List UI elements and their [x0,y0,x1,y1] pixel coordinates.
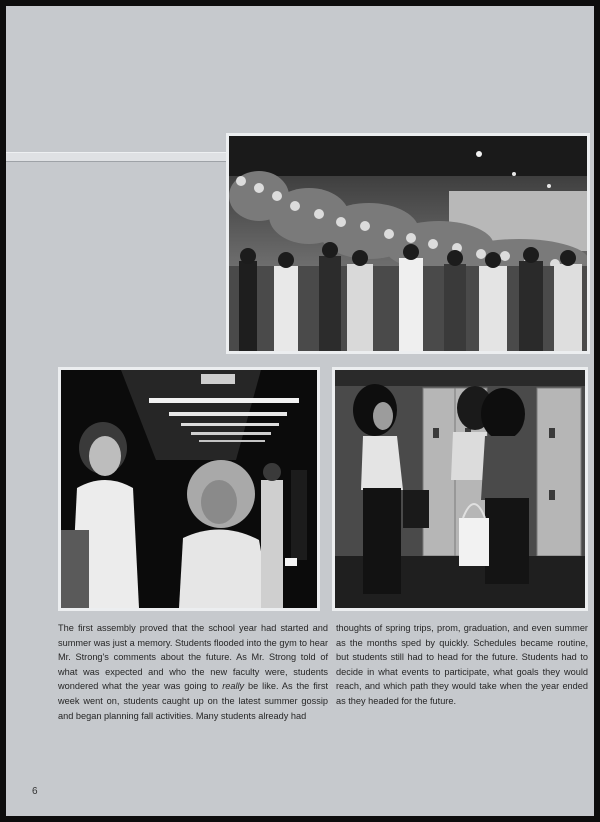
lockers-photo [332,367,588,611]
hallway-photo-image [61,370,317,608]
caption-right-column: thoughts of spring trips, prom, graduation, and even summer as the months sped by quickly. Schedules became routine, but students still had to head for the future. Students had to decide in what events to participate, what goals they would reach, and which path they would take when the year ended as they headed for the future. [336,623,588,706]
caption-left-column [58,621,328,723]
lockers-photo-image [335,370,585,608]
page-number: 6 [32,786,38,797]
hallway-photo [58,367,320,611]
assembly-photo [226,133,590,354]
caption-left-after: be like. As the first week went on, students caught up on the latest summer gossip and began planning fall activities. Many students already had [58,681,328,721]
yearbook-page [6,6,594,816]
caption-left-emphasis: really [222,681,245,692]
decorative-band [6,152,226,162]
assembly-photo-image [229,136,587,351]
caption-left-before: The first assembly proved that the school year had started and summer was just a memory. Students flooded into the gym to hear Mr. Strong's comments about the future. As Mr. Strong told of what was expected and who the new faculty were, students wondered what the year was going to [58,623,328,692]
